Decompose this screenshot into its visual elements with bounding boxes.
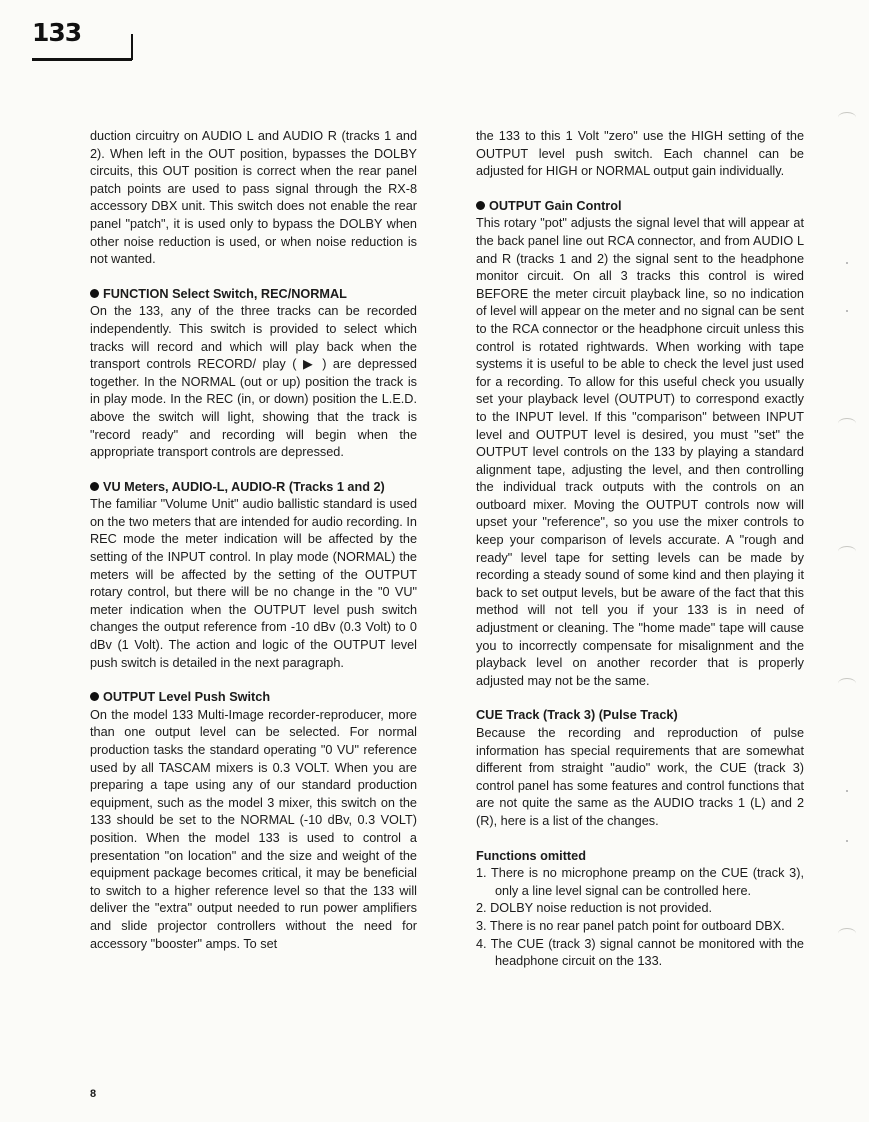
section-heading: CUE Track (Track 3) (Pulse Track) — [476, 708, 678, 723]
scan-mark — [838, 418, 856, 429]
paragraph: duction circuitry on AUDIO L and AUDIO R (tracks 1 and 2). When left in the OUT position, bypasses the DOLBY circuits, this OUT position is correct when the rear panel patch points are used to pass signal through the RX-8 accessory DBX unit. This switch does not enable the rear panel "patch", it is used only to bypass the DOLBY when other noise reduction is used, or when noise reduction is not wanted. — [90, 129, 417, 267]
header-rule — [32, 58, 132, 61]
paragraph: The familiar "Volume Unit" audio ballistic standard is used on the two meters that are intended for audio recording. In REC mode the meter indication will be affected by the setting of the INPUT control. In play mode (NORMAL) the meters will be affected by the setting of the OUTPUT rotary control, but there will be no change in the "0 VU" meter indication when the OUTPUT level push switch changes the output reference from -10 dBv (0.3 Volt) to 0 dBv (1 Volt). The action and logic of the OUTPUT level push switch is detailed in the next paragraph. — [90, 497, 417, 670]
bullet-icon — [90, 482, 99, 491]
right-column — [476, 128, 804, 971]
section-heading-text: VU Meters, AUDIO-L, AUDIO-R (Tracks 1 and 2) — [103, 479, 385, 494]
scan-mark — [838, 928, 856, 939]
section-heading-text: FUNCTION Select Switch, REC/NORMAL — [103, 286, 347, 301]
paragraph: Because the recording and reproduction of pulse information has special requirements that are somewhat different from straight "audio" work, the CUE (track 3) control panel has some features and control functions that are not quite the same as the AUDIO tracks 1 (L) and 2 (R), here is a list of the changes. — [476, 726, 804, 828]
section-heading — [90, 479, 417, 497]
list-item: 4. The CUE (track 3) signal cannot be monitored with the headphone circuit on the 133. — [476, 936, 804, 969]
header-divider — [131, 34, 133, 60]
folio: 8 — [90, 1088, 97, 1100]
paragraph: On the model 133 Multi-Image recorder-reproducer, more than one output level can be selected. For normal production tasks the standard operating "0 VU" reference used by all TASCAM mixers is 0.3 VOLT. When you are preparing a tape using any of our standard production equipment, such as the model 3 mixer, this switch on the 133 should be set to the NORMAL (-10 dBv, 0.3 VOLT) position. When the model 133 is used to control a presentation "on location" and the size and weight of the equipment package becomes critical, it may be beneficial to switch to a higher reference level so that the 133 will deliver the "extra" output needed to run power amplifiers and slide projector controllers without the need for accessory "booster" amps. To set — [90, 707, 417, 951]
list-item: 1. There is no microphone preamp on the CUE (track 3), only a line level signal can be controlled here. — [476, 866, 804, 898]
page-number: 133 — [32, 18, 82, 47]
bullet-icon — [90, 692, 99, 701]
bullet-icon — [90, 289, 99, 298]
scan-speck — [846, 840, 848, 842]
list — [476, 865, 804, 971]
scan-speck — [846, 262, 848, 264]
paragraph: This rotary "pot" adjusts the signal level that will appear at the back panel line out RCA connector, and from AUDIO L and R (tracks 1 and 2) the signal sent to the headphone monitor circuit. On all 3 tracks this control is wired BEFORE the meter circuit playback line, so no indication of level will appear on the meter and no signal can be sent to the RCA connector or the headphone circuit unless this control is rotated rightwards. When working with tape systems it is useful to be able to check the level just used for a recording. To allow for this useful check you usually set your playback level (OUTPUT) to correspond exactly to the INPUT level. If this "comparison" between INPUT level and OUTPUT level is desired, you must "set" the OUTPUT level controls on the 133 by playing a standard alignment tape, adjusting the level, and then controlling the individual track outputs with the controls on an outboard mixer. Moving the OUTPUT controls now will upset your "reference", so you use the mixer controls to keep your comparison of levels accurate. A "rough and ready" level tape for setting levels can be made by recording a steady sound of some kind and then playing it back to set output levels, but be aware of the fact that this method will not tell you if your 133 is in need of adjustment or cleaning. The "home made" tape will cause you to incorrectly compensate for misalignment and the playback level on another recorder that is properly adjusted may not be the same. — [476, 216, 804, 688]
bullet-icon — [476, 201, 485, 210]
section-heading: Functions omitted — [476, 848, 586, 863]
scan-speck — [846, 310, 848, 312]
scan-mark — [838, 112, 856, 123]
section-heading-text: OUTPUT Gain Control — [489, 198, 622, 213]
section-heading — [90, 286, 417, 304]
left-column — [90, 128, 417, 970]
list-item: 3. There is no rear panel patch point for outboard DBX. — [476, 918, 785, 933]
paragraph: the 133 to this 1 Volt "zero" use the HIGH setting of the OUTPUT level push switch. Each channel can be adjusted for HIGH or NORMAL output gain individually. — [476, 129, 804, 179]
paragraph: On the 133, any of the three tracks can be recorded independently. This switch is provided to select which tracks will record and which will play back when the transport controls RECORD/ play ( ▶ ) are depressed together. In the NORMAL (out or up) position the track is in play mode. In the REC (in, or down) position the L.E.D. above the switch will light, showing that the track is "record ready" and recording will begin when the appropriate transport controls are depressed. — [90, 304, 417, 460]
section-heading — [476, 198, 804, 216]
list-item: 2. DOLBY noise reduction is not provided. — [476, 901, 713, 916]
section-heading — [90, 689, 417, 707]
scan-mark — [838, 678, 856, 689]
scan-mark — [838, 546, 856, 557]
section-heading-text: OUTPUT Level Push Switch — [103, 690, 271, 705]
scan-speck — [846, 790, 848, 792]
